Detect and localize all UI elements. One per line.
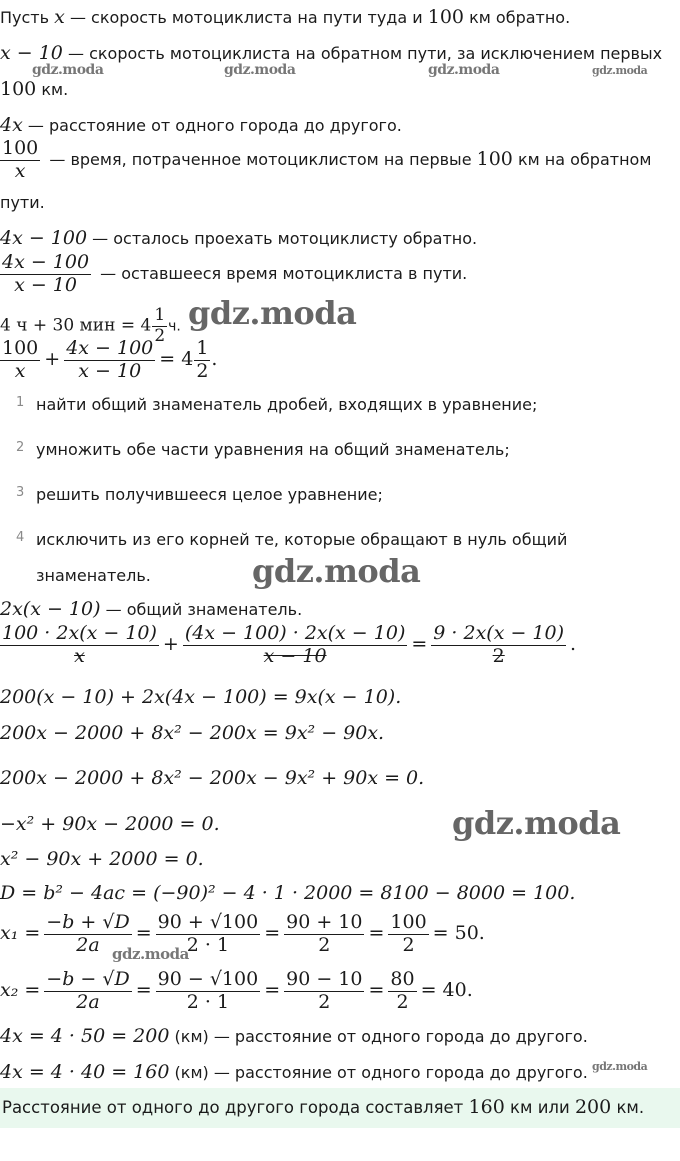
- operator: =: [411, 632, 428, 655]
- fraction: [0, 252, 91, 297]
- intro-line-6: [0, 193, 45, 212]
- numerator: (4x − 100) · 2x(x − 10): [184, 622, 406, 644]
- discriminant: D = b² − 4ac = (−90)² − 4 · 1 · 2000 = 8100 − 8000 = 100.: [0, 882, 576, 904]
- operator: = 4: [159, 347, 194, 370]
- step-text: знаменатель.: [36, 566, 151, 585]
- numerator: 90 − √100: [157, 969, 259, 990]
- text: км обратно.: [464, 8, 571, 27]
- numerator: 1: [196, 337, 209, 359]
- distance-line-1: [0, 1025, 588, 1047]
- watermark: gdz.moda: [592, 64, 648, 77]
- watermark: gdz.moda: [32, 62, 104, 78]
- numerator: 80: [390, 969, 415, 990]
- fraction: [388, 912, 428, 957]
- math-expr: 4x: [0, 114, 23, 136]
- intro-line-5: [0, 138, 651, 183]
- fraction: [64, 338, 155, 383]
- denominator: 2: [154, 325, 166, 346]
- numerator: 4x − 100: [66, 337, 154, 359]
- fraction: [284, 912, 364, 957]
- fraction: [44, 969, 131, 1014]
- numerator: 4x − 100: [2, 251, 90, 273]
- denominator: x: [0, 160, 40, 183]
- denominator: x − 10: [64, 360, 155, 383]
- fraction: [388, 969, 416, 1014]
- fraction: [156, 969, 261, 1014]
- text: км.: [36, 80, 69, 99]
- math-number: 4: [140, 315, 152, 336]
- text: Пусть: [0, 8, 55, 27]
- text: — общий знаменатель.: [100, 600, 303, 619]
- fraction: [183, 623, 408, 668]
- watermark: gdz.moda: [188, 294, 357, 332]
- text: — скорость мотоциклиста на пути туда и: [64, 8, 428, 27]
- step-number: 1: [16, 395, 25, 410]
- math-expr: x₂ =: [0, 978, 41, 1001]
- math-expr: 4x = 4 · 40 = 160: [0, 1061, 170, 1083]
- text: .: [211, 347, 218, 370]
- answer-value: 200: [574, 1096, 612, 1118]
- text: км или: [504, 1098, 575, 1117]
- denominator: 2: [431, 645, 566, 668]
- text: (км) — расстояние от одного города до другого.: [169, 1027, 588, 1046]
- text: — скорость мотоциклиста на обратном пути, за исключением первых: [62, 44, 663, 63]
- math-expr: 4 ч + 30 мин =: [0, 315, 141, 336]
- watermark: gdz.moda: [252, 552, 421, 590]
- numerator: 100: [2, 337, 39, 359]
- math-number: 100: [427, 6, 464, 28]
- text: — оставшееся время мотоциклиста в пути.: [95, 263, 468, 283]
- fraction: [194, 338, 210, 383]
- answer-box: [0, 1088, 680, 1128]
- math-expr: x₁ =: [0, 921, 41, 944]
- denominator: 2: [284, 934, 364, 957]
- denominator: 2: [284, 991, 364, 1014]
- operator: +: [44, 347, 61, 370]
- answer-text: [2, 1096, 644, 1118]
- fraction: [431, 623, 566, 668]
- watermark: gdz.moda: [592, 1060, 648, 1073]
- watermark: gdz.moda: [452, 804, 621, 842]
- equation-main: [0, 338, 217, 383]
- operator: +: [162, 632, 179, 655]
- numerator: 90 + √100: [157, 911, 259, 933]
- text: — осталось проехать мотоциклисту обратно.: [87, 229, 478, 248]
- numerator: 90 + 10: [286, 911, 363, 933]
- watermark: gdz.moda: [112, 945, 189, 963]
- denominator: x − 10: [0, 274, 91, 297]
- equation-step-4: −x² + 90x − 2000 = 0.: [0, 813, 220, 835]
- root-x1: x₁ = $\frac{-b + √D}{2a}$ = $\frac{90 + √100}{2 \cdot 1}$ = $\frac{90 + 10}{2}$ = $\frac{100}{2}$ = 50.: [0, 911, 485, 956]
- equation-step-2: 200x − 2000 + 8x² − 200x = 9x² − 90x.: [0, 722, 385, 744]
- text: км.: [611, 1098, 645, 1117]
- math-expr: 4x − 100: [0, 227, 88, 249]
- text: ч.: [168, 318, 181, 335]
- denominator: 2 · 1: [156, 934, 261, 957]
- math-number: 100: [476, 147, 513, 170]
- result: = 40.: [420, 978, 473, 1001]
- denominator: 2: [196, 359, 209, 382]
- intro-line-7: [0, 227, 477, 249]
- intro-line-1: [0, 6, 570, 28]
- math-expr: 2x(x − 10): [0, 598, 101, 620]
- denominator: x − 10: [183, 645, 408, 668]
- answer-value: 160: [468, 1096, 505, 1118]
- watermark: gdz.moda: [428, 62, 500, 78]
- intro-line-8: [0, 252, 467, 297]
- denominator: x: [0, 645, 159, 668]
- denominator: 2 · 1: [156, 991, 261, 1014]
- common-denominator-line: [0, 598, 302, 620]
- denominator: 2: [388, 934, 428, 957]
- equation-step-1: 200(x − 10) + 2x(4x − 100) = 9x(x − 10).: [0, 686, 402, 708]
- step-text: умножить обе части уравнения на общий знаменатель;: [36, 440, 510, 459]
- numerator: 100: [390, 911, 427, 933]
- math-expr: 4x = 4 · 50 = 200: [0, 1025, 170, 1047]
- intro-line-2: [0, 42, 662, 64]
- numerator: 100: [2, 137, 39, 159]
- text: .: [570, 632, 577, 655]
- intro-line-4: [0, 114, 402, 136]
- numerator: 9 · 2x(x − 10): [433, 622, 565, 644]
- equation-step-5: x² − 90x + 2000 = 0.: [0, 848, 204, 870]
- root-x2: x₂ = $\frac{-b - √D}{2a}$ = $\frac{90 - √100}{2 \cdot 1}$ = $\frac{90 - 10}{2}$ = $\frac{80}{2}$ = 40.: [0, 969, 473, 1013]
- text: — время, потраченное мотоциклистом на первые: [44, 149, 477, 169]
- multiplied-equation: [0, 623, 576, 668]
- intro-line-3: [0, 78, 68, 100]
- denominator: x: [0, 360, 40, 383]
- step-number: 2: [16, 440, 25, 455]
- numerator: −b − √D: [46, 969, 130, 990]
- text: (км) — расстояние от одного города до другого.: [169, 1063, 588, 1082]
- numerator: 100 · 2x(x − 10): [2, 622, 157, 644]
- text: Расстояние от одного до другого города составляет: [2, 1098, 469, 1117]
- fraction: [0, 138, 40, 183]
- fraction: [0, 623, 159, 668]
- watermark: gdz.moda: [224, 62, 296, 78]
- numerator: 90 − 10: [286, 969, 363, 990]
- distance-line-2: [0, 1061, 588, 1083]
- numerator: 1: [154, 305, 166, 325]
- denominator: 2: [388, 991, 416, 1014]
- text: пути.: [0, 193, 45, 212]
- text: — расстояние от одного города до другого.: [22, 116, 402, 135]
- denominator: 2a: [44, 991, 131, 1014]
- result: = 50.: [432, 921, 485, 944]
- step-number: 3: [16, 485, 25, 500]
- math-expr: x − 10: [0, 42, 63, 64]
- step-text: решить получившееся целое уравнение;: [36, 485, 383, 504]
- step-text: найти общий знаменатель дробей, входящих в уравнение;: [36, 395, 538, 414]
- fraction: [0, 338, 40, 383]
- numerator: −b + √D: [46, 911, 130, 933]
- step-text: исключить из его корней те, которые обращают в нуль общий: [36, 530, 568, 549]
- text: км на обратном: [512, 149, 652, 169]
- math-number: 100: [0, 78, 37, 100]
- math-var: x: [54, 6, 65, 28]
- denominator: 2a: [44, 934, 131, 957]
- step-number: 4: [16, 530, 25, 545]
- equation-step-3: 200x − 2000 + 8x² − 200x − 9x² + 90x = 0.: [0, 767, 425, 789]
- fraction: [284, 969, 364, 1014]
